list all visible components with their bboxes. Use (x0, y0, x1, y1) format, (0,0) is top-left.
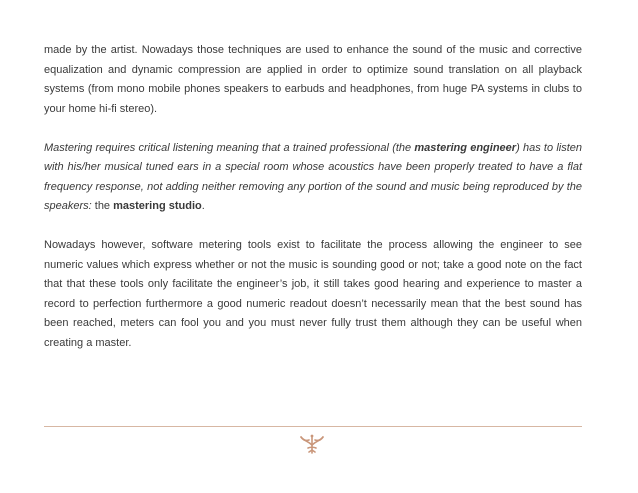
fleuron-icon (298, 431, 326, 455)
paragraph-2-intro: Mastering requires critical listening meaning that a trained professional (the (44, 141, 415, 154)
paragraph-2-body: ) has to listen with his/her musical tuned ears in a special room whose acoustics have been properly treated to have a flat frequency response, not adding neither removing any portion of the sound and music being reproduced by the speakers: (44, 141, 582, 212)
paragraph-2-end: . (201, 200, 205, 212)
footer-divider (44, 426, 582, 427)
paragraph-3: Nowadays however, software metering tools exist to facilitate the process allowing the engineer to see numeric values which express whether or not the music is sounding good or not; take a good note on the fact that that these tools only facilitate the engineer’s job, it still takes good hearing and experience to master a record to perfection furthermore a good numeric readout doesn’t necessarily mean that the best sound has been reached, meters can fool you and you must never fully trust them although they can be useful when creating a master. (44, 239, 582, 349)
mastering-studio-term: mastering studio (113, 200, 202, 212)
paragraph-1: made by the artist. Nowadays those techniques are used to enhance the sound of the music and corrective equalization and dynamic compression are applied in order to optimize sound translation on all playback systems (from mono mobile phones speakers to earbuds and headphones, from huge PA systems in clubs to your home hi-fi stereo). (44, 44, 582, 115)
mastering-engineer-term: mastering engineer (414, 141, 517, 154)
paragraph-2-the: the (91, 200, 114, 212)
body-text (44, 41, 582, 373)
paragraph-2 (44, 139, 582, 217)
